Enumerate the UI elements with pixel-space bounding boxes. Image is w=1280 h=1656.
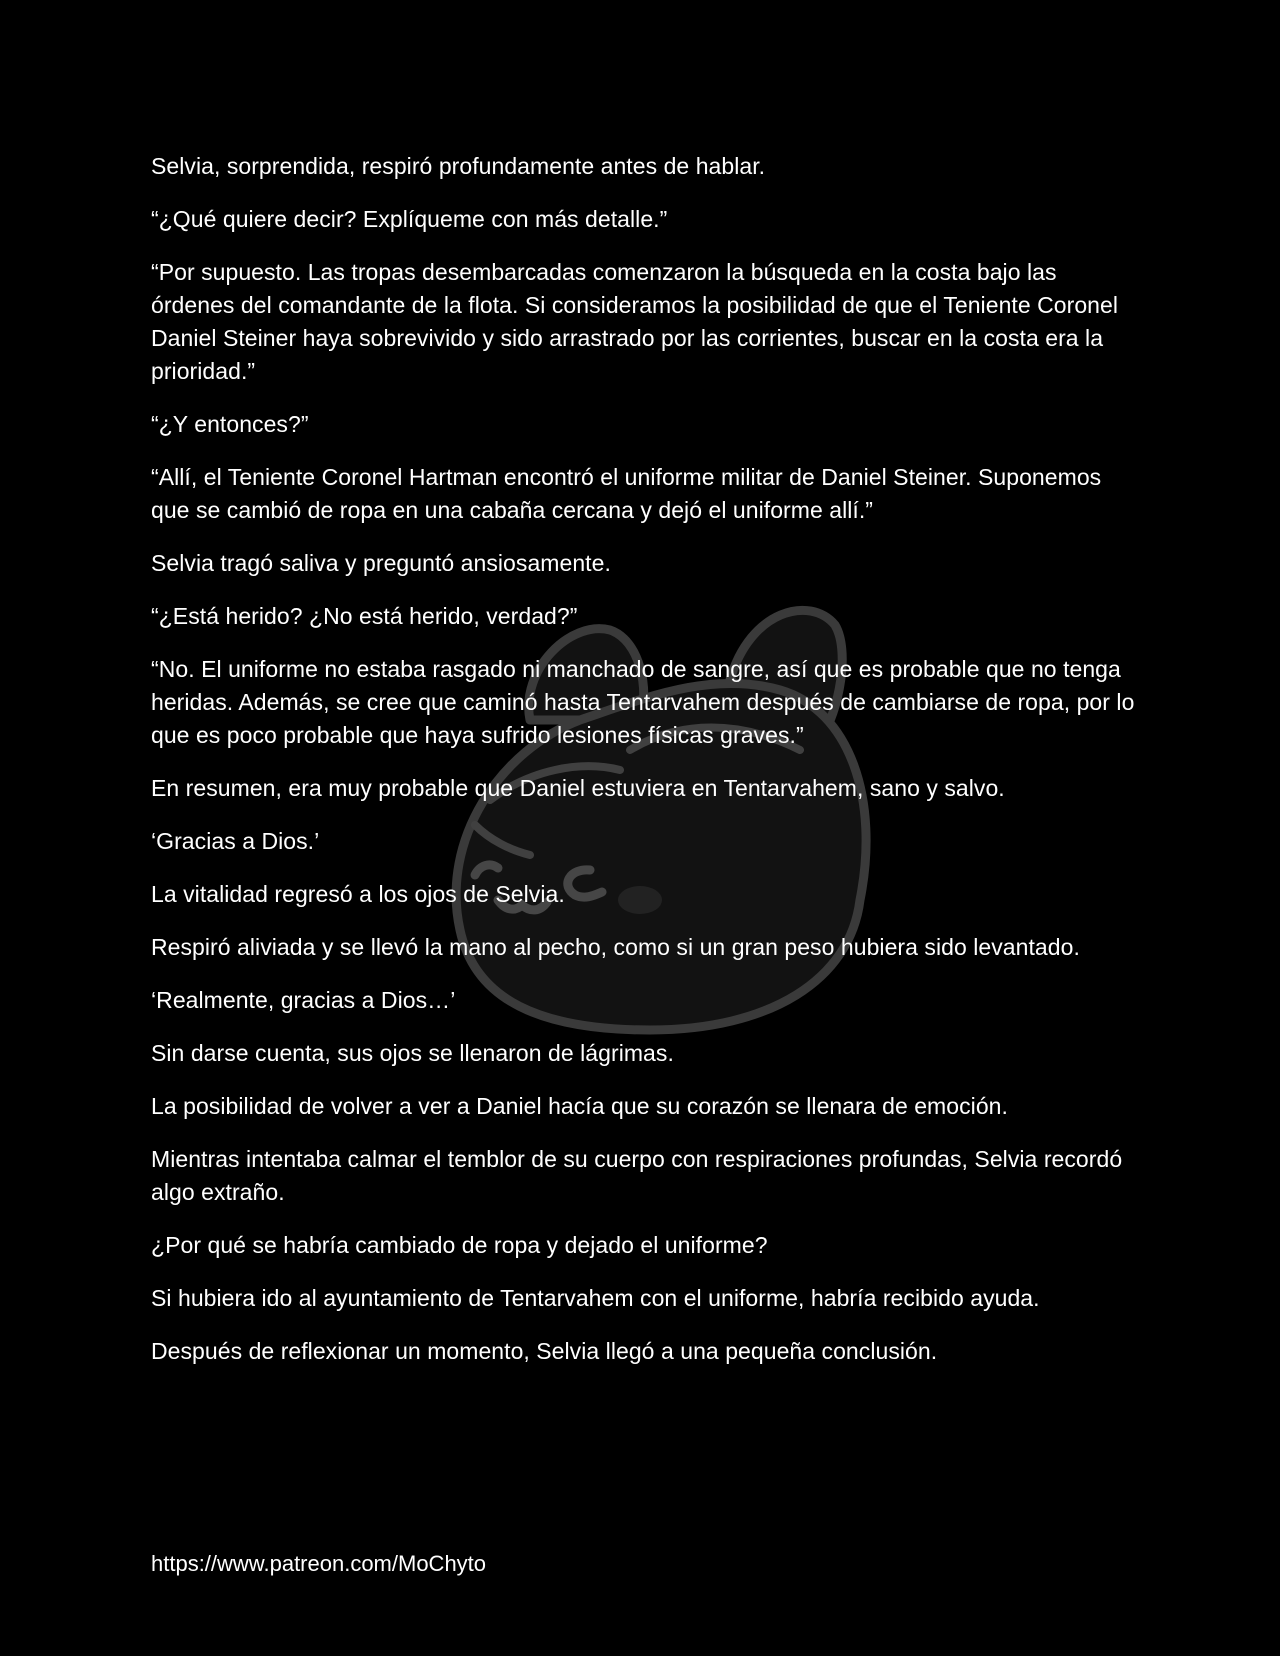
paragraph: Después de reflexionar un momento, Selvia llegó a una pequeña conclusión. bbox=[151, 1338, 938, 1364]
paragraph: Sin darse cuenta, sus ojos se llenaron de lágrimas. bbox=[151, 1040, 674, 1066]
paragraph: La posibilidad de volver a ver a Daniel hacía que su corazón se llenara de emoción. bbox=[151, 1093, 1008, 1119]
paragraph: ‘Realmente, gracias a Dios…’ bbox=[151, 987, 456, 1013]
story-text-column bbox=[151, 150, 1141, 1388]
paragraph: Respiró aliviada y se llevó la mano al pecho, como si un gran peso hubiera sido levantado. bbox=[151, 934, 1080, 960]
paragraph: “Allí, el Teniente Coronel Hartman encontró el uniforme militar de Daniel Steiner. Suponemos que se cambió de ropa en una cabaña cercana y dejó el uniforme allí.” bbox=[151, 464, 1102, 523]
paragraph: “¿Qué quiere decir? Explíqueme con más detalle.” bbox=[151, 206, 668, 232]
paragraph: Selvia, sorprendida, respiró profundamente antes de hablar. bbox=[151, 153, 766, 179]
paragraph: “No. El uniforme no estaba rasgado ni manchado de sangre, así que es probable que no tenga heridas. Además, se cree que caminó hasta Tentarvahem después de cambiarse de ropa, por lo que es poco probable que haya sufrido lesiones físicas graves.” bbox=[151, 656, 1135, 748]
paragraph: ‘Gracias a Dios.’ bbox=[151, 828, 320, 854]
paragraph: “Por supuesto. Las tropas desembarcadas comenzaron la búsqueda en la costa bajo las órdenes del comandante de la flota. Si consideramos la posibilidad de que el Teniente Coronel Daniel Steiner haya sobrevivido y sido arrastrado por las corrientes, buscar en la costa era la prioridad.” bbox=[151, 259, 1119, 384]
paragraph: “¿Y entonces?” bbox=[151, 411, 309, 437]
patreon-link[interactable]: https://www.patreon.com/MoChyto bbox=[151, 1551, 487, 1576]
paragraph: Selvia tragó saliva y preguntó ansiosamente. bbox=[151, 550, 611, 576]
paragraph: La vitalidad regresó a los ojos de Selvia. bbox=[151, 881, 565, 907]
paragraph: En resumen, era muy probable que Daniel estuviera en Tentarvahem, sano y salvo. bbox=[151, 775, 1005, 801]
paragraph: Si hubiera ido al ayuntamiento de Tentarvahem con el uniforme, habría recibido ayuda. bbox=[151, 1285, 1040, 1311]
paragraph: Mientras intentaba calmar el temblor de su cuerpo con respiraciones profundas, Selvia recordó algo extraño. bbox=[151, 1146, 1123, 1205]
paragraph: ¿Por qué se habría cambiado de ropa y dejado el uniforme? bbox=[151, 1232, 768, 1258]
paragraph: “¿Está herido? ¿No está herido, verdad?” bbox=[151, 603, 578, 629]
